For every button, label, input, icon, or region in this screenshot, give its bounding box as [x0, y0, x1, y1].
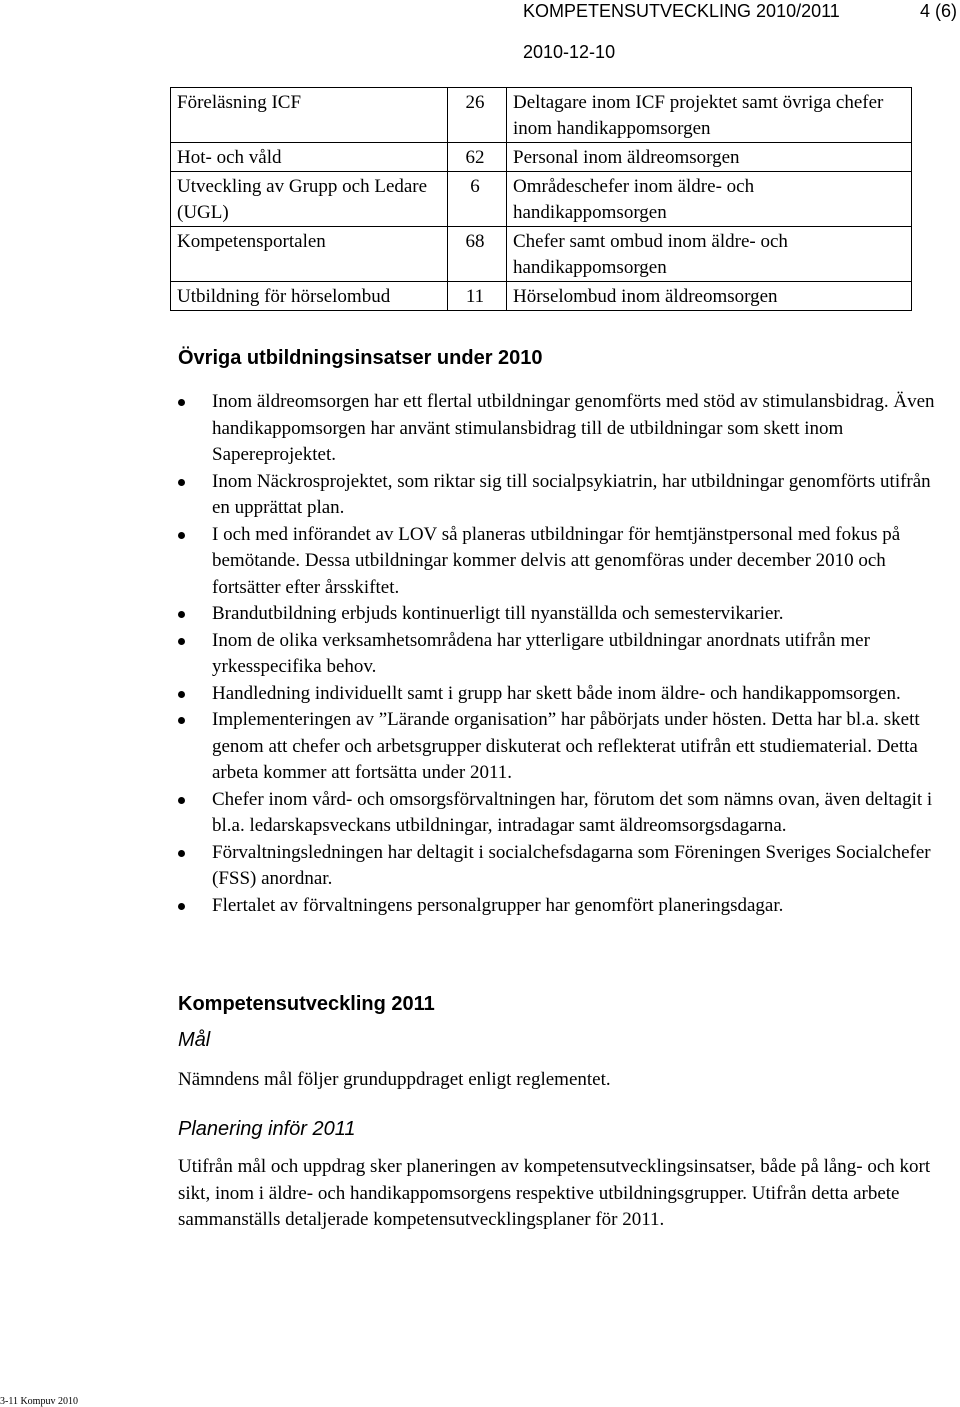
- participants-cell: 68: [448, 227, 507, 282]
- participants-cell: 6: [448, 172, 507, 227]
- list-item: [212, 628, 942, 681]
- bullet-icon: [178, 479, 185, 486]
- list-item: [212, 787, 942, 840]
- list-item-text: Inom Näckrosprojektet, som riktar sig till socialpsykiatrin, har utbildningar genomförts utifrån en upprättat plan.: [212, 470, 931, 518]
- bullet-icon: [178, 797, 185, 804]
- list-item-text: Inom de olika verksamhetsområdena har ytterligare utbildningar anordnats utifrån mer yrkesspecifika behov.: [212, 629, 870, 677]
- goal-heading: Mål: [178, 1029, 211, 1051]
- list-item-text: Flertalet av förvaltningens personalgrupper har genomfört planeringsdagar.: [212, 894, 784, 916]
- course-name-cell: Föreläsning ICF: [171, 88, 448, 143]
- list-item: [212, 707, 942, 787]
- bullet-icon: [178, 638, 185, 645]
- list-item-text: I och med införandet av LOV så planeras utbildningar för hemtjänstpersonal med fokus på bemötande. Dessa utbildningar kommer delvis att genomföras under december 2010 och fortsätter efter årsskiftet.: [212, 523, 901, 598]
- list-item-text: Handledning individuellt samt i grupp har skett både inom äldre- och handikappomsorgen.: [212, 682, 901, 704]
- table-row: [171, 172, 912, 227]
- target-group-cell: Chefer samt ombud inom äldre- och handikappomsorgen: [507, 227, 912, 282]
- table-row: [171, 282, 912, 311]
- participants-cell: 11: [448, 282, 507, 311]
- section-heading-2011: Kompetensutveckling 2011: [178, 993, 435, 1015]
- participants-cell: 26: [448, 88, 507, 143]
- table-row: [171, 88, 912, 143]
- list-item-text: Chefer inom vård- och omsorgsförvaltningen har, förutom det som nämns ovan, även deltagit i bl.a. ledarskapsveckans utbildningar, intradagar samt äldreomsorgsdagarna.: [212, 788, 933, 836]
- list-item: [212, 893, 942, 920]
- course-table: [170, 87, 912, 311]
- list-item: [212, 389, 942, 469]
- list-item: [212, 681, 942, 708]
- document-date: 2010-12-10: [523, 42, 616, 62]
- list-item: [212, 469, 942, 522]
- target-group-cell: Hörselombud inom äldreomsorgen: [507, 282, 912, 311]
- participants-cell: 62: [448, 143, 507, 172]
- list-item-text: Förvaltningsledningen har deltagit i socialchefsdagarna som Föreningen Sveriges Socialchefer (FSS) anordnar.: [212, 841, 931, 889]
- target-group-cell: Områdeschefer inom äldre- och handikappomsorgen: [507, 172, 912, 227]
- list-item: [212, 601, 942, 628]
- bullet-icon: [178, 611, 185, 618]
- bullet-icon: [178, 532, 185, 539]
- section-heading-other-trainings: Övriga utbildningsinsatser under 2010: [178, 347, 543, 369]
- bullet-icon: [178, 399, 185, 406]
- course-name-cell: Kompetensportalen: [171, 227, 448, 282]
- list-item-text: Inom äldreomsorgen har ett flertal utbildningar genomförts med stöd av stimulansbidrag. Även handikappomsorgen har använt stimulansbidrag till de utbildningar som skett inom Sapereprojektet.: [212, 391, 935, 465]
- list-item: [212, 840, 942, 893]
- bullet-icon: [178, 691, 185, 698]
- goal-text: Nämndens mål följer grunduppdraget enligt reglementet.: [178, 1069, 611, 1090]
- bullet-icon: [178, 903, 185, 910]
- course-name-cell: Hot- och våld: [171, 143, 448, 172]
- table-row: [171, 143, 912, 172]
- other-trainings-list: [212, 389, 942, 919]
- page-number: 4 (6): [920, 1, 958, 21]
- document-title: KOMPETENSUTVECKLING 2010/2011: [523, 1, 840, 21]
- footer-reference: 3-11 Kompuv 2010: [0, 1396, 78, 1407]
- bullet-icon: [178, 850, 185, 857]
- table-row: [171, 227, 912, 282]
- list-item-text: Brandutbildning erbjuds kontinuerligt till nyanställda och semestervikarier.: [212, 603, 784, 624]
- course-name-cell: Utbildning för hörselombud: [171, 282, 448, 311]
- bullet-icon: [178, 717, 185, 724]
- list-item: [212, 522, 942, 602]
- planning-heading: Planering inför 2011: [178, 1118, 356, 1140]
- target-group-cell: Personal inom äldreomsorgen: [507, 143, 912, 172]
- list-item-text: Implementeringen av ”Lärande organisation” har påbörjats under hösten. Detta har bl.a. skett genom att chefer och arbetsgrupper diskuterat och reflekterat utifrån ett studiematerial. Detta arbeta kommer att fortsätta under 2011.: [212, 709, 920, 783]
- course-name-cell: Utveckling av Grupp och Ledare (UGL): [171, 172, 448, 227]
- target-group-cell: Deltagare inom ICF projektet samt övriga chefer inom handikappomsorgen: [507, 88, 912, 143]
- planning-text: Utifrån mål och uppdrag sker planeringen av kompetensutvecklingsinsatser, både på lång- och kort sikt, inom i äldre- och handikappomsorgens respektive utbildningsgrupper. Utifrån detta arbete sammanställs detaljerade kompetensutvecklingsplaner för 2011.: [178, 1156, 931, 1230]
